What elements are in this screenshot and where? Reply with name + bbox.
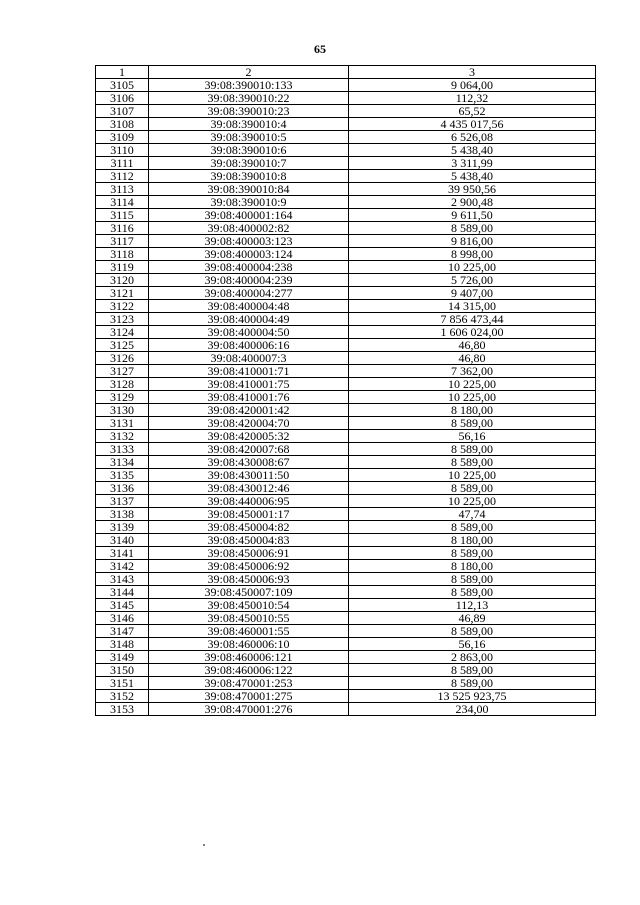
row-number-cell: 3131	[96, 417, 149, 430]
table-row	[96, 664, 596, 677]
row-number-cell: 3121	[96, 287, 149, 300]
row-number-cell: 3129	[96, 391, 149, 404]
value-cell: 9 611,50	[349, 209, 596, 222]
table-row	[96, 573, 596, 586]
value-cell: 234,00	[349, 703, 596, 716]
value-cell: 46,89	[349, 612, 596, 625]
table-row	[96, 560, 596, 573]
table-row	[96, 508, 596, 521]
cadastral-number-cell: 39:08:410001:71	[149, 365, 349, 378]
row-number-cell: 3119	[96, 261, 149, 274]
cadastral-number-cell: 39:08:390010:84	[149, 183, 349, 196]
row-number-cell: 3120	[96, 274, 149, 287]
cadastral-number-cell: 39:08:450001:17	[149, 508, 349, 521]
table-row	[96, 287, 596, 300]
row-number-cell: 3108	[96, 118, 149, 131]
cadastral-number-cell: 39:08:400002:82	[149, 222, 349, 235]
row-number-cell: 3147	[96, 625, 149, 638]
value-cell: 2 863,00	[349, 651, 596, 664]
cadastral-number-cell: 39:08:390010:8	[149, 170, 349, 183]
value-cell: 8 589,00	[349, 417, 596, 430]
value-cell: 10 225,00	[349, 378, 596, 391]
cadastral-number-cell: 39:08:460006:121	[149, 651, 349, 664]
row-number-cell: 3122	[96, 300, 149, 313]
cadastral-number-cell: 39:08:400006:16	[149, 339, 349, 352]
table-row	[96, 443, 596, 456]
value-cell: 14 315,00	[349, 300, 596, 313]
row-number-cell: 3123	[96, 313, 149, 326]
row-number-cell: 3107	[96, 105, 149, 118]
page-number: 65	[314, 42, 326, 56]
value-cell: 8 589,00	[349, 456, 596, 469]
cadastral-number-cell: 39:08:400004:238	[149, 261, 349, 274]
value-cell: 8 589,00	[349, 586, 596, 599]
scan-speck	[203, 844, 205, 846]
value-cell: 8 180,00	[349, 560, 596, 573]
cadastral-number-cell: 39:08:430008:67	[149, 456, 349, 469]
row-number-cell: 3125	[96, 339, 149, 352]
row-number-cell: 3142	[96, 560, 149, 573]
table-header-row	[96, 66, 596, 79]
cadastral-number-cell: 39:08:420007:68	[149, 443, 349, 456]
row-number-cell: 3152	[96, 690, 149, 703]
table-row	[96, 599, 596, 612]
cadastral-number-cell: 39:08:390010:9	[149, 196, 349, 209]
value-cell: 13 525 923,75	[349, 690, 596, 703]
value-cell: 9 407,00	[349, 287, 596, 300]
cadastral-number-cell: 39:08:460001:55	[149, 625, 349, 638]
value-cell: 10 225,00	[349, 495, 596, 508]
cadastral-number-cell: 39:08:390010:5	[149, 131, 349, 144]
table-row	[96, 378, 596, 391]
cadastral-number-cell: 39:08:400003:124	[149, 248, 349, 261]
table-row	[96, 625, 596, 638]
value-cell: 5 438,40	[349, 144, 596, 157]
cadastral-number-cell: 39:08:470001:253	[149, 677, 349, 690]
table-row	[96, 430, 596, 443]
row-number-cell: 3105	[96, 79, 149, 92]
table-row	[96, 170, 596, 183]
row-number-cell: 3116	[96, 222, 149, 235]
row-number-cell: 3135	[96, 469, 149, 482]
row-number-cell: 3143	[96, 573, 149, 586]
cadastral-number-cell: 39:08:400004:48	[149, 300, 349, 313]
value-cell: 8 589,00	[349, 677, 596, 690]
row-number-cell: 3146	[96, 612, 149, 625]
table-row	[96, 313, 596, 326]
cadastral-number-cell: 39:08:450004:82	[149, 521, 349, 534]
row-number-cell: 3151	[96, 677, 149, 690]
cadastral-number-cell: 39:08:400004:239	[149, 274, 349, 287]
cadastral-number-cell: 39:08:390010:22	[149, 92, 349, 105]
row-number-cell: 3153	[96, 703, 149, 716]
value-cell: 2 900,48	[349, 196, 596, 209]
table-row	[96, 586, 596, 599]
table-row	[96, 235, 596, 248]
cadastral-number-cell: 39:08:470001:276	[149, 703, 349, 716]
table-row	[96, 157, 596, 170]
row-number-cell: 3148	[96, 638, 149, 651]
table-row	[96, 300, 596, 313]
table-row	[96, 521, 596, 534]
table-row	[96, 92, 596, 105]
value-cell: 39 950,56	[349, 183, 596, 196]
table-row	[96, 365, 596, 378]
data-table	[95, 65, 596, 716]
row-number-cell: 3130	[96, 404, 149, 417]
cadastral-number-cell: 39:08:390010:133	[149, 79, 349, 92]
row-number-cell: 3114	[96, 196, 149, 209]
table-row	[96, 638, 596, 651]
row-number-cell: 3128	[96, 378, 149, 391]
table-row	[96, 404, 596, 417]
cadastral-number-cell: 39:08:450006:93	[149, 573, 349, 586]
row-number-cell: 3150	[96, 664, 149, 677]
cadastral-number-cell: 39:08:450010:55	[149, 612, 349, 625]
value-cell: 8 589,00	[349, 521, 596, 534]
value-cell: 9 816,00	[349, 235, 596, 248]
value-cell: 10 225,00	[349, 391, 596, 404]
cadastral-number-cell: 39:08:400004:49	[149, 313, 349, 326]
row-number-cell: 3106	[96, 92, 149, 105]
table-row	[96, 339, 596, 352]
row-number-cell: 3144	[96, 586, 149, 599]
row-number-cell: 3118	[96, 248, 149, 261]
value-cell: 56,16	[349, 638, 596, 651]
table-row	[96, 261, 596, 274]
table-row	[96, 209, 596, 222]
value-cell: 9 064,00	[349, 79, 596, 92]
cadastral-number-cell: 39:08:400004:50	[149, 326, 349, 339]
row-number-cell: 3124	[96, 326, 149, 339]
table-row	[96, 456, 596, 469]
table-row	[96, 703, 596, 716]
table-row	[96, 495, 596, 508]
cadastral-number-cell: 39:08:400003:123	[149, 235, 349, 248]
row-number-cell: 3138	[96, 508, 149, 521]
table-body	[96, 79, 596, 716]
value-cell: 46,80	[349, 339, 596, 352]
cadastral-number-cell: 39:08:460006:10	[149, 638, 349, 651]
column-header-3: 3	[349, 66, 596, 79]
cadastral-number-cell: 39:08:390010:23	[149, 105, 349, 118]
row-number-cell: 3115	[96, 209, 149, 222]
value-cell: 65,52	[349, 105, 596, 118]
table-row	[96, 131, 596, 144]
value-cell: 3 311,99	[349, 157, 596, 170]
value-cell: 56,16	[349, 430, 596, 443]
cadastral-number-cell: 39:08:400001:164	[149, 209, 349, 222]
value-cell: 8 589,00	[349, 482, 596, 495]
value-cell: 5 438,40	[349, 170, 596, 183]
row-number-cell: 3133	[96, 443, 149, 456]
value-cell: 8 589,00	[349, 573, 596, 586]
value-cell: 46,80	[349, 352, 596, 365]
cadastral-number-cell: 39:08:390010:4	[149, 118, 349, 131]
row-number-cell: 3127	[96, 365, 149, 378]
row-number-cell: 3112	[96, 170, 149, 183]
cadastral-number-cell: 39:08:420001:42	[149, 404, 349, 417]
row-number-cell: 3126	[96, 352, 149, 365]
cadastral-number-cell: 39:08:450010:54	[149, 599, 349, 612]
row-number-cell: 3113	[96, 183, 149, 196]
table-row	[96, 690, 596, 703]
value-cell: 7 856 473,44	[349, 313, 596, 326]
cadastral-number-cell: 39:08:430011:50	[149, 469, 349, 482]
cadastral-number-cell: 39:08:400007:3	[149, 352, 349, 365]
cadastral-number-cell: 39:08:390010:6	[149, 144, 349, 157]
value-cell: 8 589,00	[349, 443, 596, 456]
value-cell: 47,74	[349, 508, 596, 521]
cadastral-number-cell: 39:08:400004:277	[149, 287, 349, 300]
cadastral-number-cell: 39:08:450004:83	[149, 534, 349, 547]
value-cell: 8 998,00	[349, 248, 596, 261]
table-row	[96, 144, 596, 157]
row-number-cell: 3149	[96, 651, 149, 664]
table-row	[96, 651, 596, 664]
row-number-cell: 3109	[96, 131, 149, 144]
table-row	[96, 417, 596, 430]
cadastral-number-cell: 39:08:410001:75	[149, 378, 349, 391]
value-cell: 8 589,00	[349, 625, 596, 638]
table-row	[96, 183, 596, 196]
value-cell: 6 526,08	[349, 131, 596, 144]
cadastral-number-cell: 39:08:450006:92	[149, 560, 349, 573]
row-number-cell: 3111	[96, 157, 149, 170]
cadastral-number-cell: 39:08:440006:95	[149, 495, 349, 508]
value-cell: 8 180,00	[349, 404, 596, 417]
row-number-cell: 3139	[96, 521, 149, 534]
row-number-cell: 3132	[96, 430, 149, 443]
row-number-cell: 3137	[96, 495, 149, 508]
cadastral-number-cell: 39:08:460006:122	[149, 664, 349, 677]
table-row	[96, 677, 596, 690]
value-cell: 112,32	[349, 92, 596, 105]
value-cell: 5 726,00	[349, 274, 596, 287]
table-row	[96, 196, 596, 209]
value-cell: 8 589,00	[349, 664, 596, 677]
column-header-2: 2	[149, 66, 349, 79]
value-cell: 8 180,00	[349, 534, 596, 547]
table-row	[96, 547, 596, 560]
table-row	[96, 222, 596, 235]
row-number-cell: 3110	[96, 144, 149, 157]
value-cell: 7 362,00	[349, 365, 596, 378]
value-cell: 1 606 024,00	[349, 326, 596, 339]
value-cell: 8 589,00	[349, 547, 596, 560]
row-number-cell: 3140	[96, 534, 149, 547]
table-row	[96, 534, 596, 547]
row-number-cell: 3117	[96, 235, 149, 248]
row-number-cell: 3145	[96, 599, 149, 612]
value-cell: 10 225,00	[349, 469, 596, 482]
row-number-cell: 3136	[96, 482, 149, 495]
table-row	[96, 79, 596, 92]
table-row	[96, 274, 596, 287]
table-row	[96, 391, 596, 404]
value-cell: 4 435 017,56	[349, 118, 596, 131]
cadastral-number-cell: 39:08:430012:46	[149, 482, 349, 495]
table-row	[96, 105, 596, 118]
cadastral-number-cell: 39:08:470001:275	[149, 690, 349, 703]
table-row	[96, 326, 596, 339]
cadastral-number-cell: 39:08:450006:91	[149, 547, 349, 560]
cadastral-number-cell: 39:08:450007:109	[149, 586, 349, 599]
row-number-cell: 3134	[96, 456, 149, 469]
cadastral-number-cell: 39:08:420005:32	[149, 430, 349, 443]
value-cell: 112,13	[349, 599, 596, 612]
table-row	[96, 352, 596, 365]
value-cell: 10 225,00	[349, 261, 596, 274]
cadastral-number-cell: 39:08:390010:7	[149, 157, 349, 170]
value-cell: 8 589,00	[349, 222, 596, 235]
cadastral-number-cell: 39:08:420004:70	[149, 417, 349, 430]
table-row	[96, 248, 596, 261]
table-row	[96, 118, 596, 131]
column-header-1: 1	[96, 66, 149, 79]
table-row	[96, 482, 596, 495]
table-row	[96, 612, 596, 625]
table-row	[96, 469, 596, 482]
cadastral-number-cell: 39:08:410001:76	[149, 391, 349, 404]
row-number-cell: 3141	[96, 547, 149, 560]
